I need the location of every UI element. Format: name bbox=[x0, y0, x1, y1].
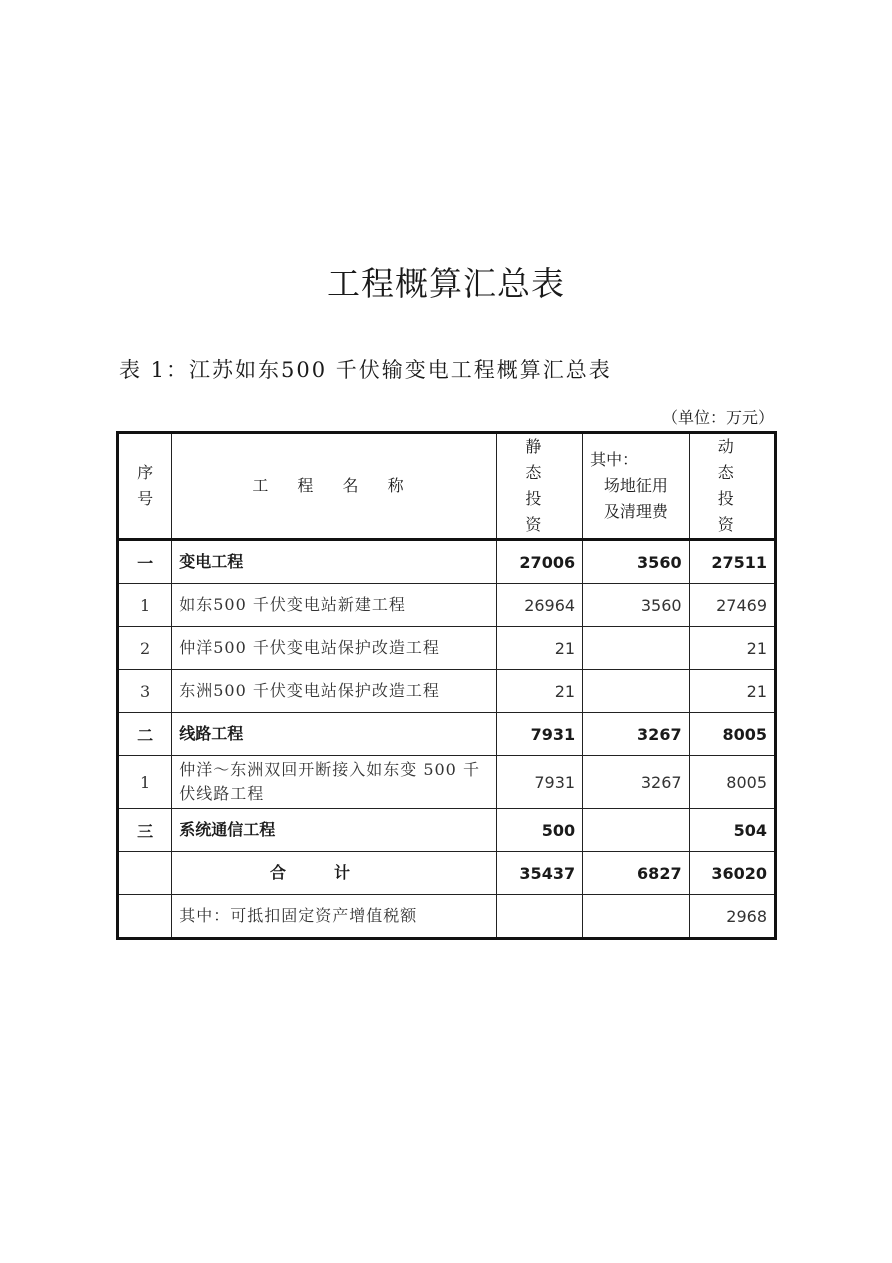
row-static: 27006 bbox=[496, 540, 582, 584]
header-dynamic-investment bbox=[689, 433, 775, 540]
row-dynamic: 8005 bbox=[689, 756, 775, 809]
header-static-line2: 投 资 bbox=[525, 489, 554, 534]
row-name: 合计 bbox=[172, 852, 496, 895]
row-dynamic: 2968 bbox=[689, 895, 775, 939]
row-index: 1 bbox=[118, 584, 172, 627]
row-land bbox=[583, 895, 689, 939]
row-static: 21 bbox=[496, 627, 582, 670]
budget-summary-table bbox=[116, 431, 777, 940]
header-land-line1: 其中： bbox=[590, 450, 639, 469]
row-name: 系统通信工程 bbox=[172, 809, 496, 852]
row-dynamic: 504 bbox=[689, 809, 775, 852]
table-row bbox=[118, 713, 776, 756]
row-land bbox=[583, 627, 689, 670]
table-caption: 表 1：江苏如东500 千伏输变电工程概算汇总表 bbox=[119, 358, 612, 382]
row-land: 3560 bbox=[583, 584, 689, 627]
row-static: 500 bbox=[496, 809, 582, 852]
table-row bbox=[118, 670, 776, 713]
row-land bbox=[583, 809, 689, 852]
header-index-line1: 序 bbox=[137, 463, 154, 482]
row-dynamic: 21 bbox=[689, 627, 775, 670]
row-land: 3267 bbox=[583, 756, 689, 809]
table-row bbox=[118, 584, 776, 627]
row-static bbox=[496, 895, 582, 939]
table-row bbox=[118, 895, 776, 939]
table-row bbox=[118, 540, 776, 584]
row-name: 东洲500 千伏变电站保护改造工程 bbox=[172, 670, 496, 713]
header-land-line3: 及清理费 bbox=[603, 502, 668, 521]
row-land: 3267 bbox=[583, 713, 689, 756]
row-name: 仲洋500 千伏变电站保护改造工程 bbox=[172, 627, 496, 670]
table-row-total bbox=[118, 852, 776, 895]
row-index: 三 bbox=[118, 809, 172, 852]
row-static: 26964 bbox=[496, 584, 582, 627]
header-static-investment bbox=[496, 433, 582, 540]
row-index: 一 bbox=[118, 540, 172, 584]
unit-note: （单位：万元） bbox=[661, 408, 774, 427]
row-name: 线路工程 bbox=[172, 713, 496, 756]
row-land: 3560 bbox=[583, 540, 689, 584]
header-index-line2: 号 bbox=[137, 489, 154, 508]
row-dynamic: 8005 bbox=[689, 713, 775, 756]
header-static-line1: 静 态 bbox=[525, 437, 554, 482]
row-static: 21 bbox=[496, 670, 582, 713]
row-land: 6827 bbox=[583, 852, 689, 895]
header-name: 工 程 名 称 bbox=[172, 433, 496, 540]
row-static: 7931 bbox=[496, 713, 582, 756]
row-index bbox=[118, 895, 172, 939]
row-index: 1 bbox=[118, 756, 172, 809]
row-index: 二 bbox=[118, 713, 172, 756]
row-name: 其中：可抵扣固定资产增值税额 bbox=[172, 895, 496, 939]
row-dynamic: 27469 bbox=[689, 584, 775, 627]
row-index: 2 bbox=[118, 627, 172, 670]
header-dynamic-line1: 动 态 bbox=[717, 437, 746, 482]
row-name: 仲洋～东洲双回开断接入如东变 500 千伏线路工程 bbox=[172, 756, 496, 809]
row-index: 3 bbox=[118, 670, 172, 713]
row-land bbox=[583, 670, 689, 713]
table-row bbox=[118, 627, 776, 670]
row-dynamic: 21 bbox=[689, 670, 775, 713]
row-name: 变电工程 bbox=[172, 540, 496, 584]
table-row bbox=[118, 756, 776, 809]
row-name: 如东500 千伏变电站新建工程 bbox=[172, 584, 496, 627]
row-dynamic: 36020 bbox=[689, 852, 775, 895]
row-static: 35437 bbox=[496, 852, 582, 895]
header-dynamic-line2: 投 资 bbox=[717, 489, 746, 534]
header-land-line2: 场地征用 bbox=[603, 476, 668, 495]
table-row bbox=[118, 809, 776, 852]
row-static: 7931 bbox=[496, 756, 582, 809]
header-index bbox=[118, 433, 172, 540]
table-header-row bbox=[118, 433, 776, 540]
header-land-fee bbox=[583, 433, 689, 540]
document-title: 工程概算汇总表 bbox=[327, 264, 565, 303]
row-index bbox=[118, 852, 172, 895]
row-dynamic: 27511 bbox=[689, 540, 775, 584]
